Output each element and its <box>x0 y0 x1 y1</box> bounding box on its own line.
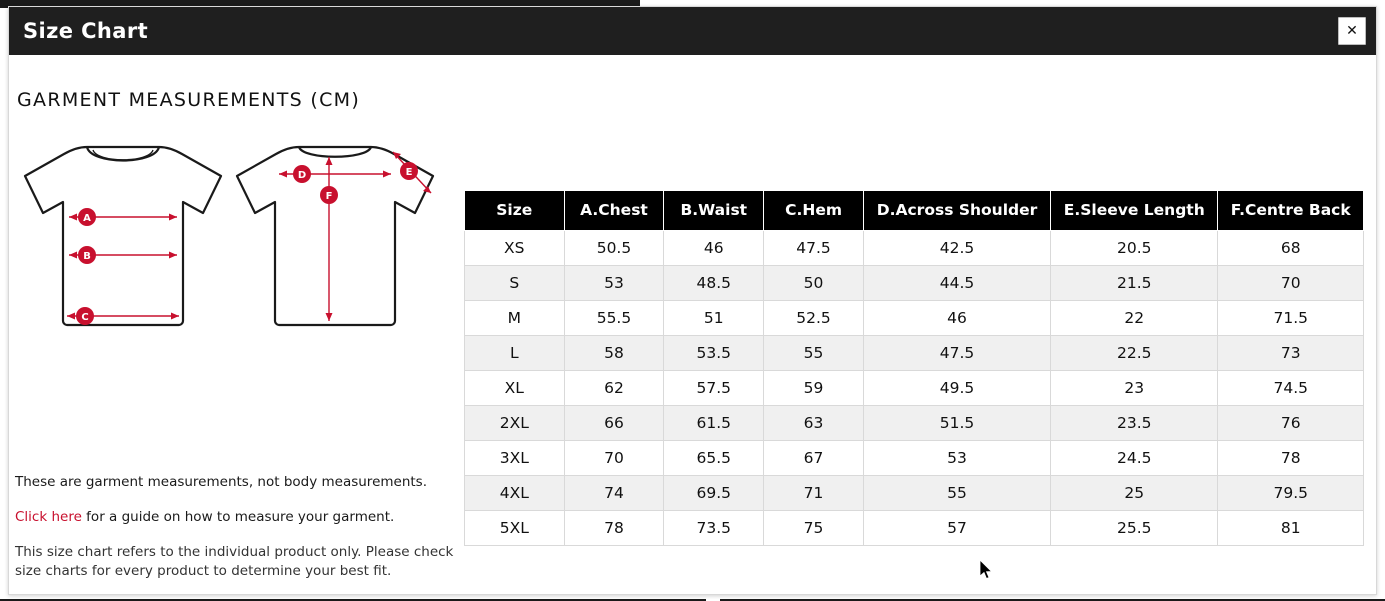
cell-size: 4XL <box>465 475 565 510</box>
cell-chest: 66 <box>564 405 664 440</box>
cell-hem: 50 <box>764 265 864 300</box>
size-chart-table <box>464 190 1364 546</box>
close-icon[interactable]: ✕ <box>1338 17 1366 45</box>
cell-chest: 74 <box>564 475 664 510</box>
cell-waist: 46 <box>664 230 764 265</box>
label-e-text: E <box>405 167 413 178</box>
cell-chest: 62 <box>564 370 664 405</box>
cell-chest: 55.5 <box>564 300 664 335</box>
label-f-text: F <box>325 191 333 202</box>
label-b-text: B <box>83 251 91 262</box>
tshirt-diagram-svg <box>9 133 449 373</box>
modal-body <box>9 55 1376 595</box>
left-column <box>9 133 459 580</box>
table-row <box>465 405 1364 440</box>
label-a-text: A <box>83 213 91 224</box>
cell-sleeve-length: 22.5 <box>1051 335 1218 370</box>
cell-across-shoulder: 49.5 <box>863 370 1050 405</box>
cell-centre-back: 76 <box>1218 405 1364 440</box>
note-line-1: These are garment measurements, not body measurements. <box>15 474 428 490</box>
cell-size: XS <box>465 230 565 265</box>
cell-centre-back: 79.5 <box>1218 475 1364 510</box>
cell-centre-back: 78 <box>1218 440 1364 475</box>
cell-across-shoulder: 47.5 <box>863 335 1050 370</box>
cell-centre-back: 70 <box>1218 265 1364 300</box>
measurement-notes <box>15 473 455 598</box>
label-d-text: D <box>297 170 307 181</box>
cell-sleeve-length: 23.5 <box>1051 405 1218 440</box>
cell-size: 3XL <box>465 440 565 475</box>
cell-size: S <box>465 265 565 300</box>
cell-across-shoulder: 51.5 <box>863 405 1050 440</box>
cell-waist: 51 <box>664 300 764 335</box>
cell-centre-back: 74.5 <box>1218 370 1364 405</box>
measure-guide-link[interactable]: Click here <box>15 509 82 526</box>
column-header-hem: C.Hem <box>764 191 864 231</box>
cell-sleeve-length: 21.5 <box>1051 265 1218 300</box>
cell-waist: 69.5 <box>664 475 764 510</box>
label-c-text: C <box>81 312 89 323</box>
cell-hem: 67 <box>764 440 864 475</box>
cell-sleeve-length: 25 <box>1051 475 1218 510</box>
cell-size: 2XL <box>465 405 565 440</box>
cell-sleeve-length: 24.5 <box>1051 440 1218 475</box>
cell-chest: 58 <box>564 335 664 370</box>
cell-centre-back: 73 <box>1218 335 1364 370</box>
cell-waist: 48.5 <box>664 265 764 300</box>
cell-hem: 75 <box>764 510 864 545</box>
table-body <box>465 230 1364 545</box>
table-row <box>465 475 1364 510</box>
cell-centre-back: 81 <box>1218 510 1364 545</box>
cell-across-shoulder: 46 <box>863 300 1050 335</box>
cell-hem: 52.5 <box>764 300 864 335</box>
cell-chest: 70 <box>564 440 664 475</box>
modal-title: Size Chart <box>23 19 149 43</box>
cell-waist: 53.5 <box>664 335 764 370</box>
cell-waist: 61.5 <box>664 405 764 440</box>
table-row <box>465 300 1364 335</box>
cell-across-shoulder: 55 <box>863 475 1050 510</box>
cell-sleeve-length: 20.5 <box>1051 230 1218 265</box>
column-header-sleeve-length: E.Sleeve Length <box>1051 191 1218 231</box>
modal-header <box>9 7 1376 55</box>
table-row <box>465 265 1364 300</box>
cell-chest: 50.5 <box>564 230 664 265</box>
table-row <box>465 370 1364 405</box>
cell-size: L <box>465 335 565 370</box>
table-row <box>465 510 1364 545</box>
cell-centre-back: 71.5 <box>1218 300 1364 335</box>
cell-size: 5XL <box>465 510 565 545</box>
table-header-row <box>465 191 1364 231</box>
size-chart-table-wrap <box>464 190 1364 546</box>
cell-centre-back: 68 <box>1218 230 1364 265</box>
tshirt-measurement-diagram <box>9 133 449 373</box>
cell-chest: 78 <box>564 510 664 545</box>
table-row <box>465 230 1364 265</box>
column-header-size: Size <box>465 191 565 231</box>
column-header-chest: A.Chest <box>564 191 664 231</box>
table-row <box>465 335 1364 370</box>
note-line-2-rest: for a guide on how to measure your garment. <box>81 509 395 526</box>
cell-sleeve-length: 25.5 <box>1051 510 1218 545</box>
page-title: GARMENT MEASUREMENTS (CM) <box>17 89 361 111</box>
size-chart-modal <box>8 6 1377 595</box>
cell-size: M <box>465 300 565 335</box>
cell-sleeve-length: 22 <box>1051 300 1218 335</box>
cell-hem: 59 <box>764 370 864 405</box>
cell-hem: 63 <box>764 405 864 440</box>
cell-hem: 55 <box>764 335 864 370</box>
column-header-across-shoulder: D.Across Shoulder <box>863 191 1050 231</box>
cell-chest: 53 <box>564 265 664 300</box>
cell-size: XL <box>465 370 565 405</box>
cell-across-shoulder: 42.5 <box>863 230 1050 265</box>
table-head <box>465 191 1364 231</box>
column-header-waist: B.Waist <box>664 191 764 231</box>
cell-hem: 71 <box>764 475 864 510</box>
note-line-3: This size chart refers to the individual product only. Please check size charts for every product to determine your best fit. <box>15 544 454 580</box>
cell-across-shoulder: 57 <box>863 510 1050 545</box>
note-line-2 <box>15 508 455 527</box>
cell-sleeve-length: 23 <box>1051 370 1218 405</box>
cell-across-shoulder: 53 <box>863 440 1050 475</box>
cell-waist: 57.5 <box>664 370 764 405</box>
cell-across-shoulder: 44.5 <box>863 265 1050 300</box>
cell-hem: 47.5 <box>764 230 864 265</box>
table-row <box>465 440 1364 475</box>
column-header-centre-back: F.Centre Back <box>1218 191 1364 231</box>
cell-waist: 73.5 <box>664 510 764 545</box>
cell-waist: 65.5 <box>664 440 764 475</box>
